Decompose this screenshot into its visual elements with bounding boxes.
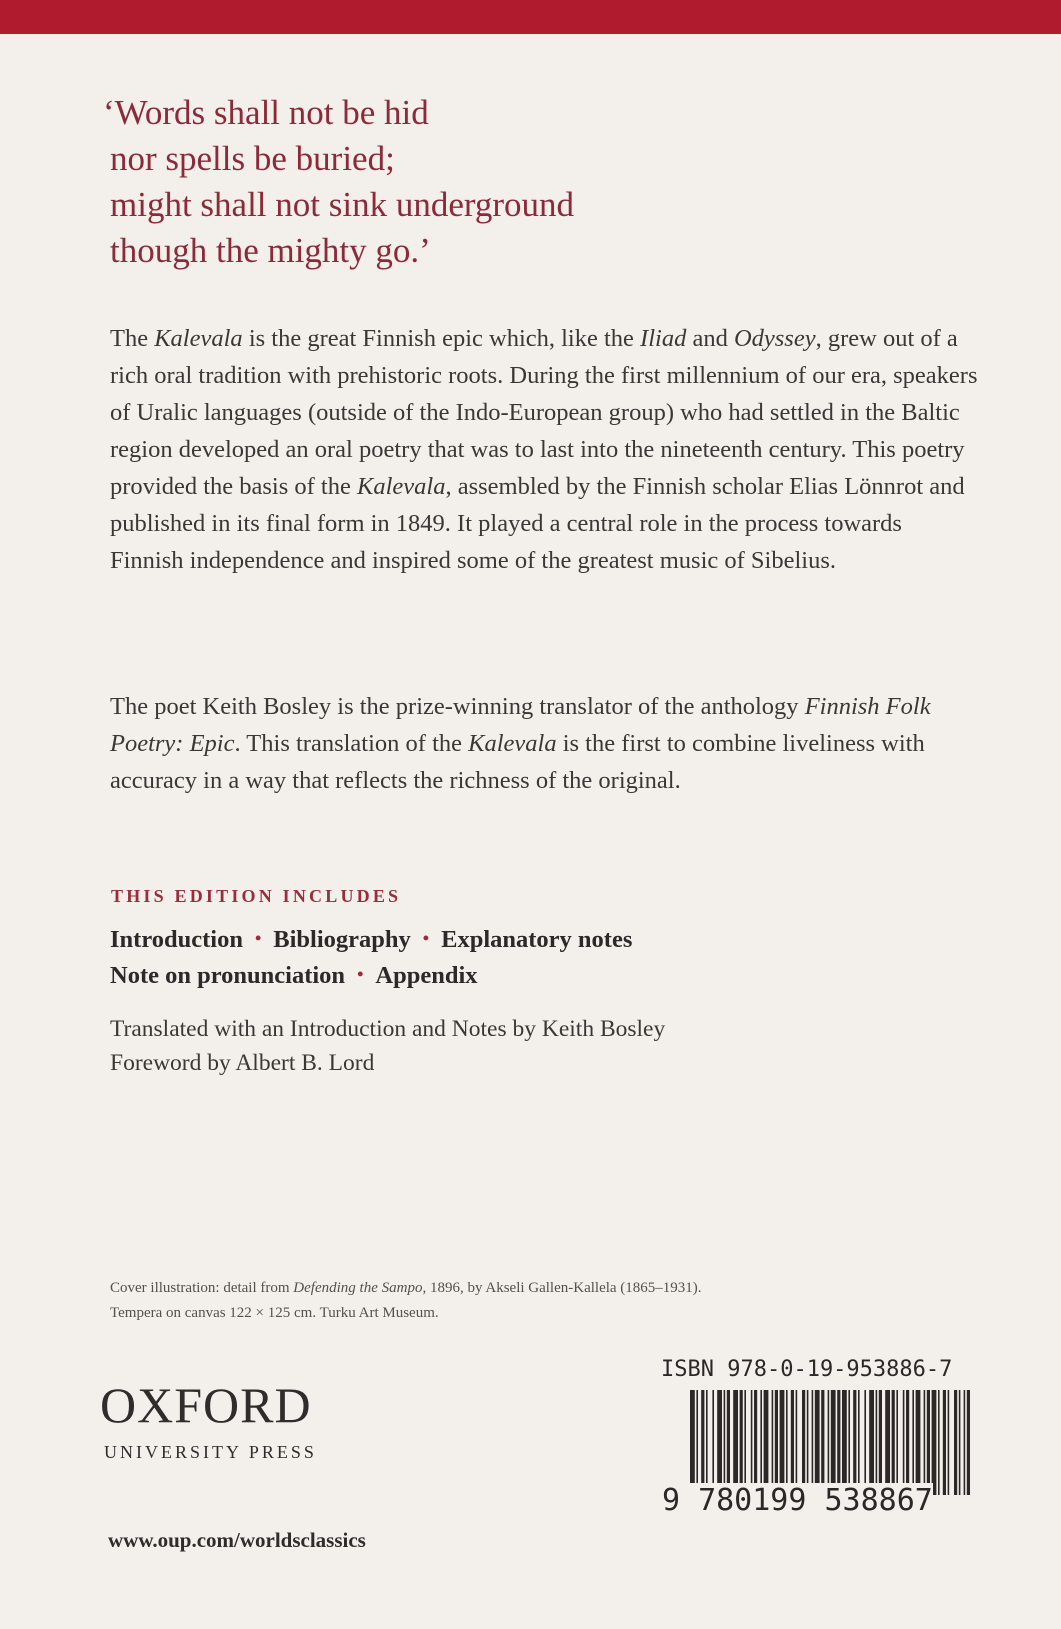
- quote-line: nor spells be buried;: [110, 139, 395, 178]
- edition-item: Note on pronunciation: [110, 962, 346, 989]
- barcode-bar: [706, 1390, 708, 1495]
- edition-items-line-2: [110, 962, 478, 990]
- barcode-bar: [842, 1390, 847, 1495]
- barcode-bar: [751, 1390, 753, 1495]
- barcode-bar: [959, 1390, 961, 1495]
- barcode-bar: [701, 1390, 704, 1495]
- barcode-bar: [740, 1390, 743, 1495]
- barcode-bar: [791, 1390, 794, 1495]
- barcode-bar: [821, 1390, 824, 1495]
- barcode-bar: [815, 1390, 820, 1495]
- translator-credit: Translated with an Introduction and Notes by Keith Bosley: [110, 1016, 666, 1042]
- barcode-bar: [717, 1390, 722, 1495]
- barcode-bar: [807, 1390, 809, 1495]
- italic-title: Kalevala: [154, 325, 243, 352]
- painting-title: Defending the Sampo: [293, 1280, 423, 1296]
- description-paragraph-1: The Kalevala is the great Finnish epic which, like the Iliad and Odyssey, grew out of a rich oral tradition with prehistoric roots. During the first millennium of our era, speakers of Uralic languages (outside of the Indo-European group) who had settled in the Baltic region developed an oral poetry that was to last into the nineteenth century. This poetry provided the basis of the Kalevala, assembled by the Finnish scholar Elias Lönnrot and published in its final form in 1849. It played a central role in the process towards Finnish independence and inspired some of the greatest music of Sibelius.: [110, 325, 978, 574]
- barcode-bar: [733, 1390, 738, 1495]
- barcode-bar: [912, 1390, 914, 1495]
- barcode-bars: [690, 1390, 970, 1495]
- edition-includes-heading: THIS EDITION INCLUDES: [111, 886, 402, 906]
- edition-item: Introduction: [110, 926, 243, 953]
- edition-items-line-1: [110, 926, 632, 954]
- barcode-bar: [828, 1390, 830, 1495]
- bullet-separator: •: [254, 928, 262, 948]
- oxford-logo: [100, 1377, 317, 1463]
- barcode-bar: [924, 1390, 926, 1495]
- publisher-subtitle: UNIVERSITY PRESS: [104, 1442, 317, 1462]
- barcode-bar: [724, 1390, 726, 1495]
- cover-illustration-credit: Cover illustration: detail from Defending the Sampo, 1896, by Akseli Gallen-Kallela (1865–1931). Tempera on canvas 122 × 125 cm. Turku Art Museum.: [110, 1280, 702, 1321]
- bullet-separator: •: [357, 964, 364, 984]
- barcode-bar: [943, 1390, 946, 1495]
- barcode-bar: [892, 1390, 895, 1495]
- barcode-number: 9 780199 538867: [662, 1483, 933, 1518]
- quote-line: might shall not sink underground: [110, 185, 575, 224]
- epigraph-quote: [103, 90, 575, 274]
- barcode-bar: [916, 1390, 921, 1495]
- quote-line: ‘Words shall not be hid: [103, 93, 429, 132]
- barcode-bar: [853, 1390, 856, 1495]
- barcode-bar: [858, 1390, 860, 1495]
- barcode-bar: [744, 1390, 746, 1495]
- barcode-bar: [775, 1390, 778, 1495]
- barcode-bar: [927, 1390, 930, 1495]
- italic-title: Iliad: [640, 325, 687, 352]
- italic-title: Odyssey: [733, 325, 816, 352]
- edition-item: Explanatory notes: [441, 926, 633, 953]
- barcode-bar: [938, 1390, 940, 1495]
- barcode-bar: [754, 1390, 757, 1495]
- barcode-bar: [864, 1390, 866, 1495]
- top-color-band: [0, 0, 1061, 34]
- barcode-bar: [796, 1390, 798, 1495]
- barcode-bar: [760, 1390, 762, 1495]
- barcode-bar: [696, 1390, 698, 1495]
- barcode-bar: [712, 1390, 714, 1495]
- italic-title: Kalevala: [357, 473, 446, 500]
- edition-item: Bibliography: [273, 926, 411, 953]
- barcode-bar: [876, 1390, 878, 1495]
- barcode-bar: [831, 1390, 836, 1495]
- barcode-bar: [967, 1390, 970, 1495]
- barcode-bar: [964, 1390, 966, 1495]
- barcode-bar: [690, 1390, 695, 1495]
- description-paragraph-2: The poet Keith Bosley is the prize-winning translator of the anthology Finnish Folk Poetry: Epic. This translation of the Kalevala is the first to combine liveliness with accuracy in a way that reflects the richness of the original.: [110, 693, 931, 794]
- bullet-separator: •: [422, 928, 430, 948]
- barcode-bar: [903, 1390, 905, 1495]
- publisher-name: OXFORD: [100, 1377, 312, 1433]
- barcode-bar: [812, 1390, 814, 1495]
- barcode-bar: [932, 1390, 937, 1495]
- barcode-bar: [780, 1390, 785, 1495]
- foreword-credit: Foreword by Albert B. Lord: [110, 1050, 375, 1076]
- italic-title: Kalevala: [468, 730, 557, 757]
- italic-title: Finnish Folk Poetry: Epic: [110, 693, 931, 757]
- publisher-url[interactable]: www.oup.com/worldsclassics: [108, 1528, 366, 1552]
- barcode-bar: [954, 1390, 957, 1495]
- barcode-bar: [764, 1390, 769, 1495]
- quote-line: though the mighty go.’: [110, 231, 431, 270]
- barcode-bar: [948, 1390, 950, 1495]
- barcode-bar: [879, 1390, 882, 1495]
- barcode-bar: [896, 1390, 898, 1495]
- barcode-bar: [906, 1390, 909, 1495]
- barcode-bar: [802, 1390, 805, 1495]
- barcode-bar: [837, 1390, 840, 1495]
- barcode-bar: [727, 1390, 730, 1495]
- barcode-bar: [848, 1390, 850, 1495]
- edition-item: Appendix: [375, 962, 478, 989]
- barcode-bar: [869, 1390, 874, 1495]
- barcode-bar: [786, 1390, 788, 1495]
- barcode-bar: [772, 1390, 774, 1495]
- isbn-label: ISBN 978-0-19-953886-7: [661, 1357, 953, 1382]
- barcode-bar: [885, 1390, 890, 1495]
